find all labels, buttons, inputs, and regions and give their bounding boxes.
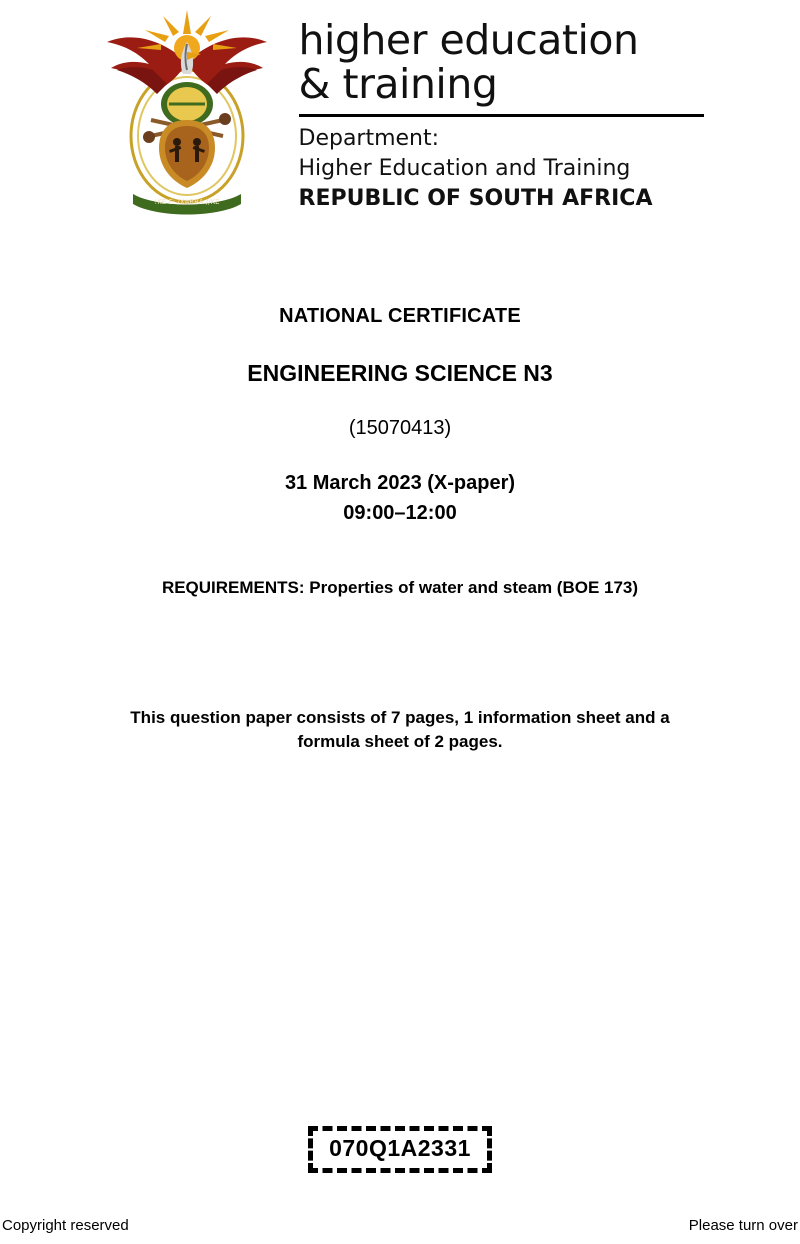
exam-cover-body: [0, 305, 800, 754]
department-title-line1: higher education: [298, 16, 639, 64]
document-header: [0, 0, 800, 223]
department-name: Higher Education and Training: [298, 156, 631, 181]
copyright-notice: Copyright reserved: [2, 1217, 129, 1234]
south-africa-coat-of-arms-icon: [97, 8, 277, 223]
svg-text:!KE E: /XARRA //KE: !KE E: /XARRA //KE: [153, 198, 220, 206]
header-divider: [299, 114, 704, 117]
certificate-title: NATIONAL CERTIFICATE: [279, 305, 521, 327]
department-wordmark: [299, 8, 704, 214]
exam-date: 31 March 2023 (X-paper): [284, 472, 516, 494]
requirements-line: REQUIREMENTS: Properties of water and steam (BOE 173): [161, 578, 639, 597]
page-footer: [0, 1217, 800, 1234]
country-name: REPUBLIC OF SOUTH AFRICA: [298, 186, 653, 211]
exam-time: 09:00–12:00: [343, 502, 457, 524]
paper-code-container: [0, 1126, 800, 1173]
turn-over-notice: Please turn over: [688, 1217, 798, 1234]
page-count-line1: This question paper consists of 7 pages, 1 information sheet and a: [130, 708, 670, 727]
department-label: Department:: [298, 126, 440, 151]
subject-title: ENGINEERING SCIENCE N3: [247, 360, 553, 386]
paper-code: 070Q1A2331: [308, 1126, 492, 1173]
department-title-line2: & training: [298, 60, 498, 108]
page-count-line2: formula sheet of 2 pages.: [297, 732, 503, 751]
subject-code: (15070413): [348, 417, 452, 439]
